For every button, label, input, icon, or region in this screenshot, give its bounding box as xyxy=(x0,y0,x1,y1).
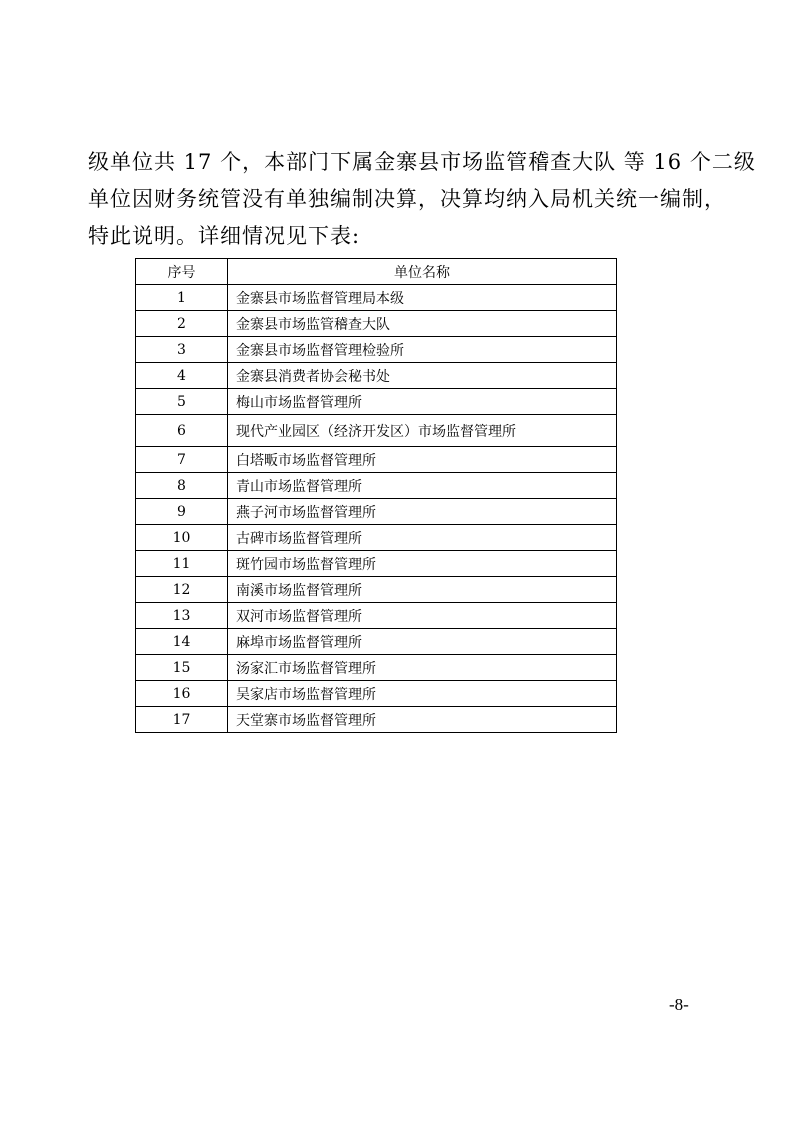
row-name: 汤家汇市场监督管理所 xyxy=(228,655,617,681)
row-no: 2 xyxy=(136,311,228,337)
row-no: 11 xyxy=(136,551,228,577)
table-row xyxy=(136,629,617,655)
table-row xyxy=(136,499,617,525)
table-row xyxy=(136,473,617,499)
table-row xyxy=(136,603,617,629)
paragraph-line: 特此说明。详细情况见下表: xyxy=(88,224,361,248)
table-row xyxy=(136,525,617,551)
row-no: 10 xyxy=(136,525,228,551)
row-name: 天堂寨市场监督管理所 xyxy=(228,707,617,733)
table-row xyxy=(136,551,617,577)
row-no: 7 xyxy=(136,447,228,473)
row-no: 8 xyxy=(136,473,228,499)
table-row xyxy=(136,415,617,447)
row-name: 白塔畈市场监督管理所 xyxy=(228,447,617,473)
page-number: -8- xyxy=(669,995,689,1014)
row-name: 吴家店市场监督管理所 xyxy=(228,681,617,707)
unit-table xyxy=(135,258,617,733)
row-no: 6 xyxy=(136,415,228,447)
row-name: 麻埠市场监督管理所 xyxy=(228,629,617,655)
row-no: 17 xyxy=(136,707,228,733)
row-no: 4 xyxy=(136,363,228,389)
table-row xyxy=(136,389,617,415)
row-no: 5 xyxy=(136,389,228,415)
row-name: 金寨县消费者协会秘书处 xyxy=(228,363,617,389)
table-row xyxy=(136,681,617,707)
row-no: 16 xyxy=(136,681,228,707)
table-header-row xyxy=(136,259,617,285)
row-no: 13 xyxy=(136,603,228,629)
row-name: 现代产业园区（经济开发区）市场监督管理所 xyxy=(228,415,617,447)
row-name: 斑竹园市场监督管理所 xyxy=(228,551,617,577)
row-name: 梅山市场监督管理所 xyxy=(228,389,617,415)
row-no: 9 xyxy=(136,499,228,525)
table-row xyxy=(136,655,617,681)
header-name: 单位名称 xyxy=(228,259,617,285)
table-row xyxy=(136,447,617,473)
row-name: 金寨县市场监管稽查大队 xyxy=(228,311,617,337)
row-name: 青山市场监督管理所 xyxy=(228,473,617,499)
row-name: 金寨县市场监督管理局本级 xyxy=(228,285,617,311)
row-no: 15 xyxy=(136,655,228,681)
table-row xyxy=(136,337,617,363)
header-no: 序号 xyxy=(136,259,228,285)
row-no: 14 xyxy=(136,629,228,655)
row-name: 双河市场监督管理所 xyxy=(228,603,617,629)
table-row xyxy=(136,363,617,389)
table-row xyxy=(136,311,617,337)
row-name: 金寨县市场监督管理检验所 xyxy=(228,337,617,363)
body-paragraph xyxy=(88,144,756,255)
table-row xyxy=(136,707,617,733)
table-row xyxy=(136,285,617,311)
table-row xyxy=(136,577,617,603)
row-no: 1 xyxy=(136,285,228,311)
paragraph-line: 单位因财务统管没有单独编制决算，决算均纳入局机关统一编制， xyxy=(88,187,726,211)
row-name: 燕子河市场监督管理所 xyxy=(228,499,617,525)
row-no: 12 xyxy=(136,577,228,603)
row-no: 3 xyxy=(136,337,228,363)
row-name: 古碑市场监督管理所 xyxy=(228,525,617,551)
paragraph-line: 级单位共 17 个，本部门下属金寨县市场监管稽查大队 等 16 个二级 xyxy=(88,150,756,174)
row-name: 南溪市场监督管理所 xyxy=(228,577,617,603)
